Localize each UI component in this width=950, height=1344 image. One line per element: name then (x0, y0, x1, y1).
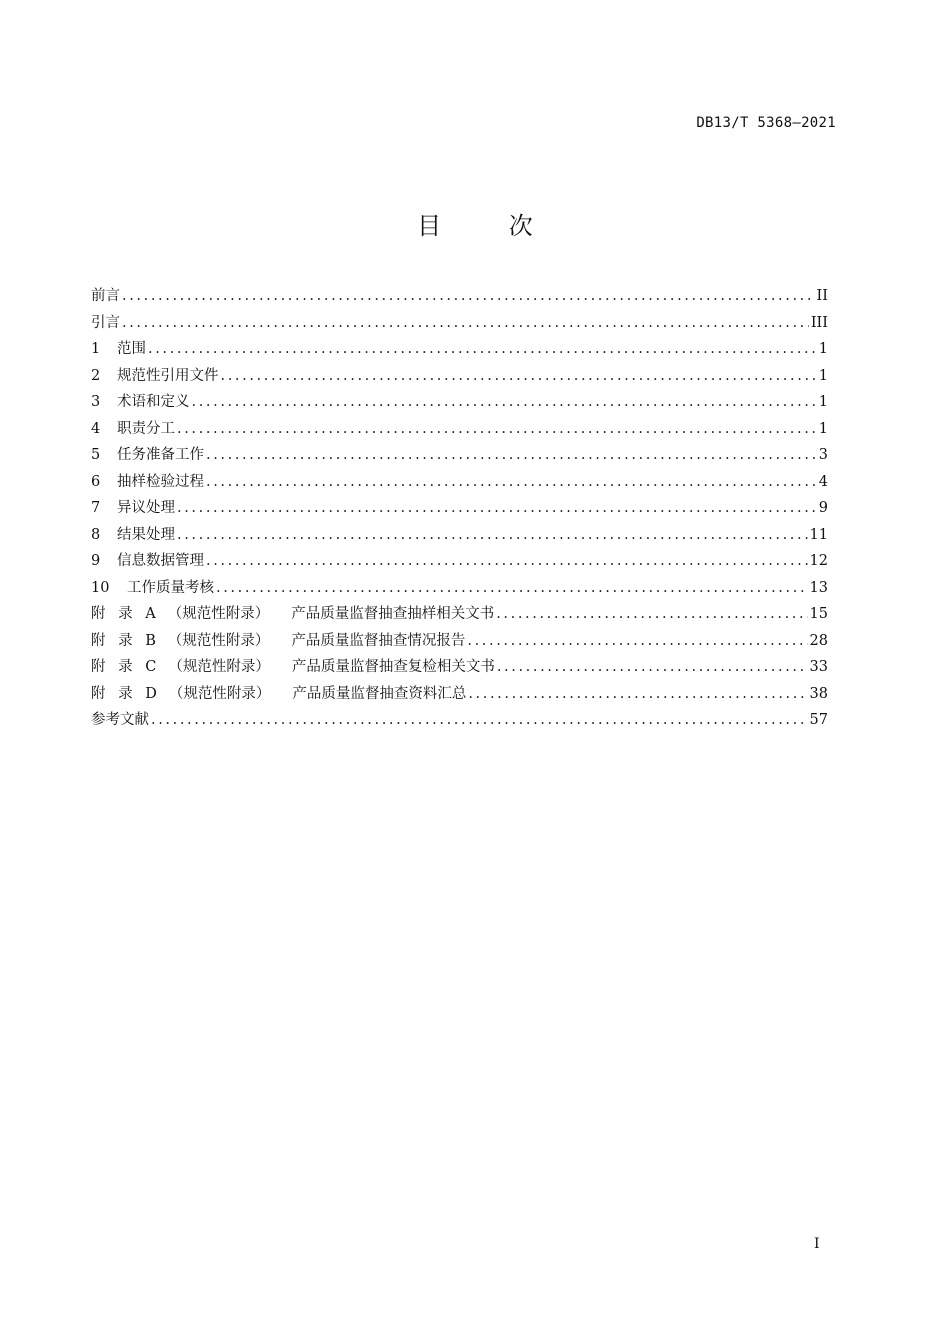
toc-entry-page: 33 (809, 659, 828, 675)
toc-entry-label: 产品质量监督抽查抽样相关文书 (291, 606, 495, 622)
toc-entry-objection-handling[interactable] (91, 496, 828, 523)
toc-entry-appendix-d[interactable] (91, 682, 828, 709)
toc-entry-sampling-inspection[interactable] (91, 470, 828, 497)
toc-title: 目 次 (417, 212, 563, 240)
toc-entry-page: 57 (809, 712, 828, 728)
toc-entry-label: 引言 (91, 314, 120, 331)
toc-entry-result-handling[interactable] (91, 523, 828, 550)
toc-leader-dots (177, 500, 817, 516)
toc-entry-page: II (816, 288, 828, 304)
toc-entry-label: 规范性引用文件 (117, 367, 219, 384)
appendix-type: （规范性附录） (167, 632, 270, 649)
appendix-type: （规范性附录） (168, 659, 270, 675)
toc-entry-bibliography[interactable] (91, 708, 828, 735)
toc-leader-dots (216, 580, 808, 596)
toc-entry-label: 前言 (91, 288, 120, 304)
toc-leader-dots (206, 553, 808, 569)
toc-leader-dots (151, 712, 808, 728)
toc-entry-label: 工作质量考核 (127, 579, 214, 596)
toc-entry-number: 8 (91, 526, 101, 543)
toc-entry-page: 1 (818, 420, 828, 437)
toc-entry-page: 1 (818, 341, 828, 357)
toc-leader-dots (122, 315, 809, 331)
appendix-type: （规范性附录） (168, 685, 271, 702)
toc-entry-label: 异议处理 (117, 500, 175, 516)
toc-entry-label: 范围 (117, 341, 146, 357)
toc-entry-number: 10 (91, 579, 110, 596)
toc-entry-scope[interactable] (91, 337, 828, 364)
appendix-prefix: 附 录 B (91, 632, 160, 649)
toc-entry-terms-definitions[interactable] (91, 390, 828, 417)
toc-entry-normative-references[interactable] (91, 364, 828, 391)
toc-entry-responsibilities[interactable] (91, 417, 828, 444)
page-number: I (814, 1236, 820, 1252)
toc-entry-appendix-c[interactable] (91, 655, 828, 682)
toc-leader-dots (496, 606, 807, 622)
toc-entry-label: 参考文献 (91, 712, 149, 728)
toc-leader-dots (468, 686, 807, 702)
toc-entry-appendix-a[interactable] (91, 602, 828, 629)
toc-entry-label: 抽样检验过程 (117, 473, 204, 490)
toc-entry-page: 11 (809, 526, 828, 543)
toc-entry-page: 28 (809, 632, 828, 649)
toc-entry-page: 13 (809, 579, 828, 596)
toc-entry-number: 4 (91, 420, 101, 437)
toc-entry-number: 1 (91, 341, 101, 357)
toc-entry-task-preparation[interactable] (91, 443, 828, 470)
toc-entry-number: 6 (91, 473, 101, 490)
document-code: DB13/T 5368—2021 (696, 115, 836, 131)
toc-leader-dots (221, 368, 817, 384)
toc-entry-page: 1 (818, 367, 828, 384)
toc-entry-page: 1 (818, 394, 828, 410)
toc-leader-dots (148, 341, 817, 357)
toc-leader-dots (497, 659, 808, 675)
toc-leader-dots (177, 527, 808, 543)
appendix-prefix: 附 录 D (91, 685, 161, 702)
toc-entry-label: 产品质量监督抽查资料汇总 (292, 685, 467, 702)
toc-entry-page: 38 (809, 685, 828, 702)
toc-entry-page: 15 (809, 606, 828, 622)
toc-entry-label: 任务准备工作 (117, 447, 204, 463)
table-of-contents (91, 284, 828, 735)
toc-entry-data-management[interactable] (91, 549, 828, 576)
toc-entry-number: 9 (91, 553, 101, 569)
toc-entry-number: 5 (91, 447, 101, 463)
toc-entry-number: 3 (91, 394, 101, 410)
appendix-prefix: 附 录 C (91, 659, 161, 675)
toc-leader-dots (177, 421, 817, 437)
toc-entry-foreword[interactable] (91, 284, 828, 311)
toc-entry-page: III (810, 314, 828, 331)
toc-entry-number: 7 (91, 500, 101, 516)
toc-entry-page: 12 (809, 553, 828, 569)
toc-entry-number: 2 (91, 367, 101, 384)
toc-entry-page: 3 (818, 447, 828, 463)
toc-entry-label: 职责分工 (117, 420, 175, 437)
toc-leader-dots (122, 288, 815, 304)
toc-entry-appendix-b[interactable] (91, 629, 828, 656)
toc-entry-label: 产品质量监督抽查情况报告 (291, 632, 466, 649)
toc-leader-dots (206, 447, 817, 463)
toc-entry-introduction[interactable] (91, 311, 828, 338)
toc-entry-quality-assessment[interactable] (91, 576, 828, 603)
toc-entry-label: 产品质量监督抽查复检相关文书 (291, 659, 495, 675)
toc-entry-label: 术语和定义 (117, 394, 190, 410)
toc-leader-dots (467, 633, 807, 649)
appendix-type: （规范性附录） (167, 606, 270, 622)
toc-entry-page: 9 (818, 500, 828, 516)
toc-leader-dots (206, 474, 817, 490)
toc-entry-page: 4 (818, 473, 828, 490)
appendix-prefix: 附 录 A (91, 606, 160, 622)
toc-entry-label: 信息数据管理 (117, 553, 204, 569)
toc-leader-dots (192, 394, 817, 410)
toc-entry-label: 结果处理 (117, 526, 175, 543)
